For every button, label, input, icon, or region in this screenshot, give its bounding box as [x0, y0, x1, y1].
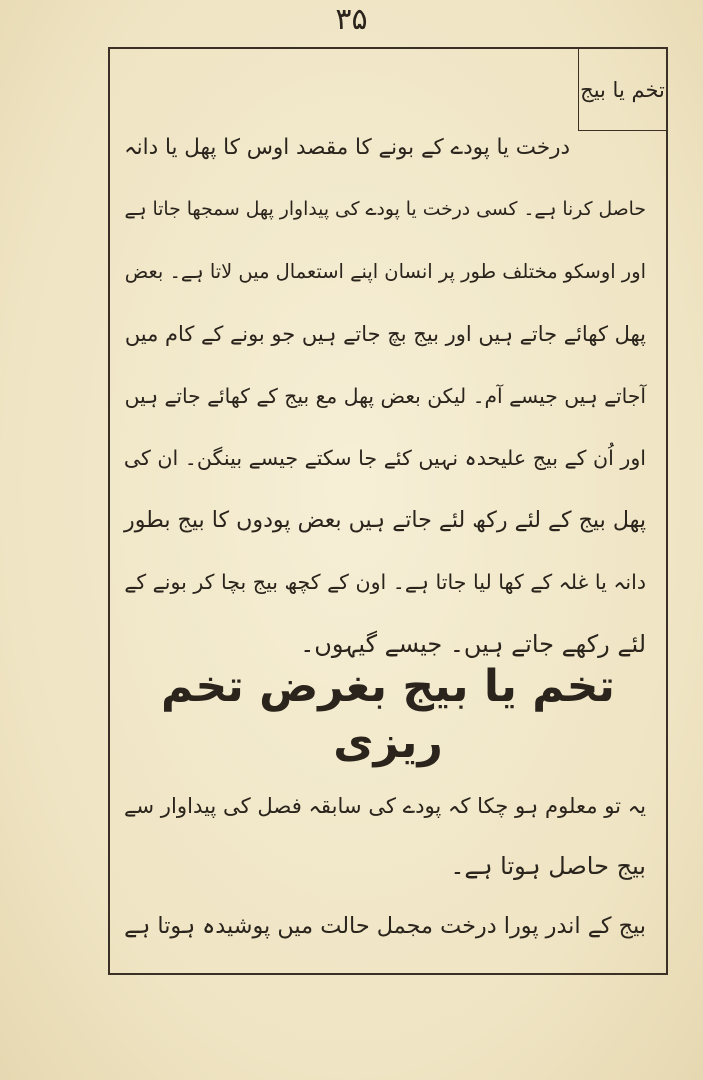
paragraph-line: بیج کے اندر پورا درخت مجمل حالت میں پوشیدہ ہوتا ہے — [124, 913, 646, 939]
paragraph-line: درخت یا پودے کے بونے کا مقصد اوس کا پھل یا دانہ — [124, 135, 570, 160]
paragraph-line: لئے رکھے جاتے ہیں۔ جیسے گیہوں۔ — [300, 630, 646, 658]
paragraph-line: یہ تو معلوم ہو چکا کہ پودے کی سابقہ فصل کی پیداوار سے — [124, 793, 646, 818]
paragraph-line: پھل کھائے جاتے ہیں اور بیج بچ جاتے ہیں جو بونے کے کام میں — [124, 322, 646, 346]
paragraph-line: اور اُن کے بیج علیحدہ نہیں کئے جا سکتے جیسے بینگن۔ ان کی — [123, 446, 646, 470]
page-number: ۳۵ — [335, 2, 368, 37]
paragraph-line: اور اوسکو مختلف طور پر انسان اپنے استعمال میں لاتا ہے۔ بعض — [124, 260, 646, 283]
section-heading: تخم یا بیج — [578, 49, 666, 131]
paragraph-line: دانہ یا غلہ کے کھا لیا جاتا ہے۔ اون کے کچھ بیج بچا کر بونے کے — [124, 570, 646, 594]
paragraph-line: بیج حاصل ہوتا ہے۔ — [450, 852, 646, 880]
paragraph-line: حاصل کرنا ہے۔ کسی درخت یا پودے کی پیداوار پھل سمجھا جاتا ہے — [124, 199, 646, 220]
text-frame — [108, 47, 668, 975]
paragraph-line: پھل بیج کے لئے رکھ لئے جاتے ہیں بعض پودوں کا بیج بطور — [124, 507, 646, 533]
paragraph-line: آجاتے ہیں جیسے آم۔ لیکن بعض پھل مع بیج کے کھائے جاتے ہیں — [124, 384, 646, 408]
section-title: تخم یا بیج بغرض تخم ریزی — [161, 661, 615, 768]
